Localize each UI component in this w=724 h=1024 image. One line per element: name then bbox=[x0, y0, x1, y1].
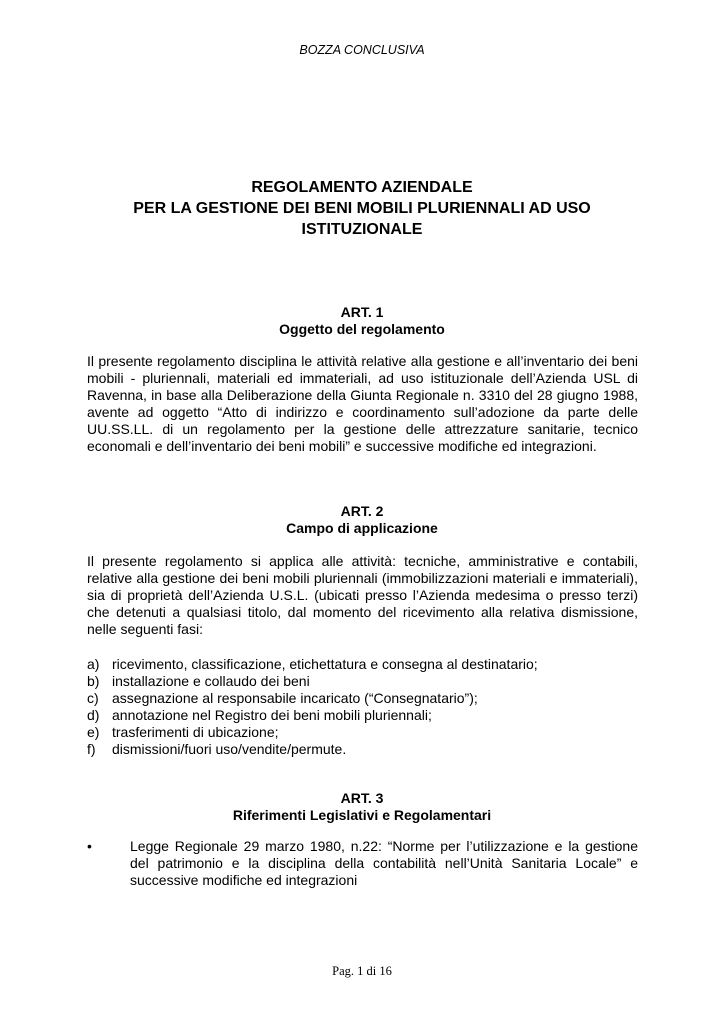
list-item bbox=[87, 707, 638, 724]
list-item-text: assegnazione al responsabile incaricato (“Consegnatario”); bbox=[112, 690, 478, 706]
article-1-heading: Oggetto del regolamento bbox=[279, 321, 445, 337]
list-item-text: dismissioni/fuori uso/vendite/permute. bbox=[112, 741, 347, 757]
article-1-number: ART. 1 bbox=[340, 304, 384, 320]
title-line-2: PER LA GESTIONE DEI BENI MOBILI PLURIENNALI AD USO bbox=[133, 200, 591, 217]
draft-header: BOZZA CONCLUSIVA bbox=[299, 43, 425, 57]
bullet-icon: • bbox=[87, 838, 92, 854]
article-3-header bbox=[0, 790, 724, 824]
list-marker: f) bbox=[87, 741, 96, 757]
page-number: Pag. 1 di 16 bbox=[332, 964, 392, 978]
article-3-heading: Riferimenti Legislativi e Regolamentari bbox=[232, 807, 492, 823]
list-item-text: trasferimenti di ubicazione; bbox=[112, 724, 279, 740]
article-1-header bbox=[0, 304, 724, 338]
document-title bbox=[0, 177, 724, 240]
article-1-text: Il presente regolamento disciplina le attività relative alla gestione e all’inventario dei beni mobili - pluriennali, materiali ed immateriali, ad uso istituzionale dell’Azienda USL di Ravenna, in base alla Deliberazione della Giunta Regionale n. 3310 del 28 giugno 1988, avente ad oggetto “Atto di indirizzo e coordinamento sull’adozione da parte delle UU.SS.LL. di un regolamento per la gestione delle attrezzature sanitarie, tecnico economali e dell’inventario dei beni mobili” e successive modifiche ed integrazioni. bbox=[87, 353, 638, 454]
list-item bbox=[87, 673, 638, 690]
title-line-1: REGOLAMENTO AZIENDALE bbox=[251, 179, 473, 196]
article-2-number: ART. 2 bbox=[340, 503, 384, 519]
list-item-text: ricevimento, classificazione, etichettatura e consegna al destinatario; bbox=[112, 656, 538, 672]
list-item-text: installazione e collaudo dei beni bbox=[112, 673, 310, 689]
phases-list bbox=[87, 656, 638, 758]
reference-item bbox=[87, 838, 638, 889]
list-item bbox=[87, 724, 638, 741]
list-marker: b) bbox=[87, 673, 100, 689]
list-item bbox=[87, 656, 638, 673]
list-marker: c) bbox=[87, 690, 99, 706]
list-marker: a) bbox=[87, 656, 100, 672]
article-2-heading: Campo di applicazione bbox=[286, 520, 438, 536]
title-line-3: ISTITUZIONALE bbox=[301, 221, 423, 238]
list-marker: e) bbox=[87, 724, 100, 740]
list-marker: d) bbox=[87, 707, 100, 723]
list-item-text: annotazione nel Registro dei beni mobili pluriennali; bbox=[112, 707, 432, 723]
article-3-number: ART. 3 bbox=[340, 790, 384, 806]
article-2-header bbox=[0, 503, 724, 537]
reference-text: Legge Regionale 29 marzo 1980, n.22: “Norme per l’utilizzazione e la gestione del patrimonio e la disciplina della contabilità nell’Unità Sanitaria Locale” e successive modifiche ed integrazioni bbox=[130, 838, 638, 888]
article-2-text: Il presente regolamento si applica alle attività: tecniche, amministrative e contabili, relative alla gestione dei beni mobili pluriennali (immobilizzazioni materiali e immateriali), sia di proprietà dell’Azienda U.S.L. (ubicati presso l’Azienda medesima o presso terzi) che detenuti a qualsiasi titolo, dal momento del ricevimento alla relativa dismissione, nelle seguenti fasi: bbox=[87, 553, 638, 637]
list-item bbox=[87, 741, 638, 758]
list-item bbox=[87, 690, 638, 707]
